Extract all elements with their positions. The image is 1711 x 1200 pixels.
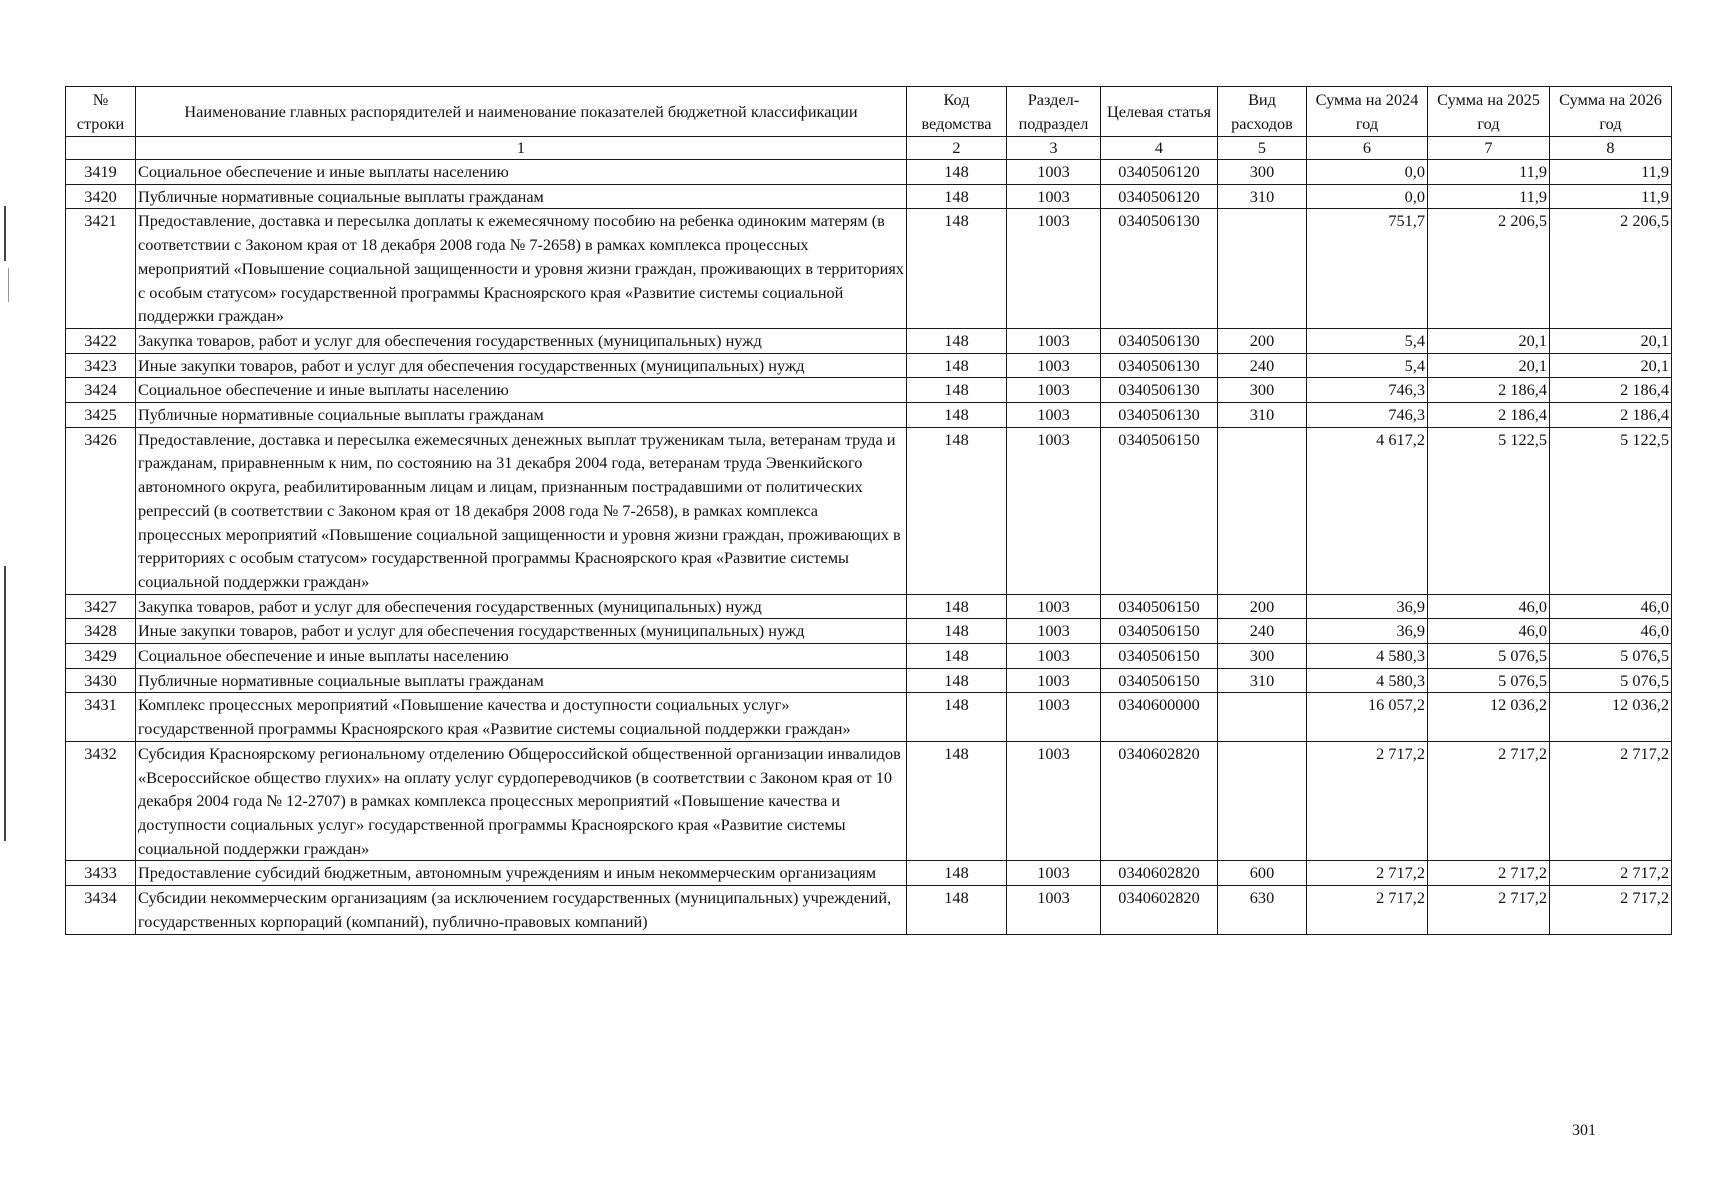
table-row bbox=[66, 184, 1672, 209]
expense-kind-cell: 200 bbox=[1218, 594, 1307, 619]
department-code-cell: 148 bbox=[907, 378, 1007, 403]
indicator-name-cell: Иные закупки товаров, работ и услуг для обеспечения государственных (муниципальных) нужд bbox=[136, 619, 907, 644]
indicator-name-cell: Закупка товаров, работ и услуг для обеспечения государственных (муниципальных) нужд bbox=[136, 594, 907, 619]
sum-2025-cell: 2 186,4 bbox=[1428, 403, 1550, 428]
indicator-name-cell: Субсидии некоммерческим организациям (за исключением государственных (муниципальных) учреждений, государственных корпораций (компаний), публично-правовых компаний) bbox=[136, 886, 907, 934]
row-number-cell: 3424 bbox=[66, 378, 136, 403]
sum-2026-cell: 2 186,4 bbox=[1550, 403, 1672, 428]
sum-2024-cell: 4 580,3 bbox=[1307, 668, 1428, 693]
sum-2026-cell: 11,9 bbox=[1550, 184, 1672, 209]
target-article-cell: 0340506130 bbox=[1101, 378, 1218, 403]
indicator-name-cell: Иные закупки товаров, работ и услуг для обеспечения государственных (муниципальных) нужд bbox=[136, 353, 907, 378]
sum-2024-cell: 751,7 bbox=[1307, 209, 1428, 329]
expense-kind-cell bbox=[1218, 693, 1307, 741]
row-number-cell: 3423 bbox=[66, 353, 136, 378]
indicator-name-cell: Публичные нормативные социальные выплаты гражданам bbox=[136, 184, 907, 209]
sum-2024-cell: 4 617,2 bbox=[1307, 427, 1428, 594]
sum-2025-cell: 5 076,5 bbox=[1428, 668, 1550, 693]
department-code-cell: 148 bbox=[907, 693, 1007, 741]
column-number: 7 bbox=[1428, 137, 1550, 160]
expense-kind-cell: 310 bbox=[1218, 668, 1307, 693]
expense-kind-cell bbox=[1218, 427, 1307, 594]
sum-2025-cell: 2 717,2 bbox=[1428, 741, 1550, 861]
sum-2025-cell: 46,0 bbox=[1428, 619, 1550, 644]
expense-kind-cell: 200 bbox=[1218, 328, 1307, 353]
target-article-cell: 0340506130 bbox=[1101, 209, 1218, 329]
target-article-cell: 0340506150 bbox=[1101, 427, 1218, 594]
column-number: 8 bbox=[1550, 137, 1672, 160]
expense-kind-cell: 240 bbox=[1218, 353, 1307, 378]
column-number-row bbox=[66, 137, 1672, 160]
table-row bbox=[66, 861, 1672, 886]
header-section: Раздел-подраздел bbox=[1007, 87, 1101, 137]
sum-2026-cell: 11,9 bbox=[1550, 160, 1672, 185]
header-department-code: Код ведомства bbox=[907, 87, 1007, 137]
sum-2026-cell: 2 717,2 bbox=[1550, 861, 1672, 886]
sum-2026-cell: 2 717,2 bbox=[1550, 886, 1672, 934]
target-article-cell: 0340506150 bbox=[1101, 668, 1218, 693]
header-row bbox=[66, 87, 1672, 137]
sum-2025-cell: 46,0 bbox=[1428, 594, 1550, 619]
row-number-cell: 3426 bbox=[66, 427, 136, 594]
sum-2025-cell: 20,1 bbox=[1428, 328, 1550, 353]
department-code-cell: 148 bbox=[907, 594, 1007, 619]
expense-kind-cell: 300 bbox=[1218, 160, 1307, 185]
expense-kind-cell: 300 bbox=[1218, 644, 1307, 669]
sum-2024-cell: 5,4 bbox=[1307, 353, 1428, 378]
table-row bbox=[66, 594, 1672, 619]
department-code-cell: 148 bbox=[907, 160, 1007, 185]
sum-2024-cell: 36,9 bbox=[1307, 619, 1428, 644]
department-code-cell: 148 bbox=[907, 886, 1007, 934]
budget-table bbox=[65, 86, 1672, 935]
sum-2026-cell: 2 186,4 bbox=[1550, 378, 1672, 403]
indicator-name-cell: Социальное обеспечение и иные выплаты населению bbox=[136, 644, 907, 669]
department-code-cell: 148 bbox=[907, 184, 1007, 209]
table-row bbox=[66, 668, 1672, 693]
page-number: 301 bbox=[1572, 1122, 1596, 1139]
sum-2024-cell: 746,3 bbox=[1307, 378, 1428, 403]
table-row bbox=[66, 209, 1672, 329]
department-code-cell: 148 bbox=[907, 619, 1007, 644]
expense-kind-cell: 310 bbox=[1218, 403, 1307, 428]
section-code-cell: 1003 bbox=[1007, 886, 1101, 934]
target-article-cell: 0340506130 bbox=[1101, 328, 1218, 353]
indicator-name-cell: Предоставление, доставка и пересылка доплаты к ежемесячному пособию на ребенка одиноким матерям (в соответствии с Законом края от 18 декабря 2008 года № 7-2658) в рамках комплекса процессных мероприятий «Повышение социальной защищенности и уровня жизни граждан, проживающих в территориях с особым статусом» государственной программы Красноярского края «Развитие системы социальной поддержки граждан» bbox=[136, 209, 907, 329]
sum-2024-cell: 2 717,2 bbox=[1307, 861, 1428, 886]
row-number-cell: 3421 bbox=[66, 209, 136, 329]
section-code-cell: 1003 bbox=[1007, 378, 1101, 403]
sum-2026-cell: 46,0 bbox=[1550, 619, 1672, 644]
column-number: 2 bbox=[907, 137, 1007, 160]
sum-2024-cell: 0,0 bbox=[1307, 160, 1428, 185]
row-number-cell: 3425 bbox=[66, 403, 136, 428]
sum-2024-cell: 5,4 bbox=[1307, 328, 1428, 353]
section-code-cell: 1003 bbox=[1007, 427, 1101, 594]
department-code-cell: 148 bbox=[907, 861, 1007, 886]
row-number-cell: 3422 bbox=[66, 328, 136, 353]
scan-artifact-line bbox=[4, 566, 6, 841]
section-code-cell: 1003 bbox=[1007, 160, 1101, 185]
section-code-cell: 1003 bbox=[1007, 693, 1101, 741]
section-code-cell: 1003 bbox=[1007, 644, 1101, 669]
header-target-article: Целевая статья bbox=[1101, 87, 1218, 137]
sum-2025-cell: 2 717,2 bbox=[1428, 861, 1550, 886]
row-number-cell: 3432 bbox=[66, 741, 136, 861]
department-code-cell: 148 bbox=[907, 403, 1007, 428]
row-number-cell: 3434 bbox=[66, 886, 136, 934]
section-code-cell: 1003 bbox=[1007, 668, 1101, 693]
expense-kind-cell: 300 bbox=[1218, 378, 1307, 403]
table-row bbox=[66, 886, 1672, 934]
section-code-cell: 1003 bbox=[1007, 328, 1101, 353]
column-number: 6 bbox=[1307, 137, 1428, 160]
department-code-cell: 148 bbox=[907, 427, 1007, 594]
department-code-cell: 148 bbox=[907, 328, 1007, 353]
scan-artifact-line bbox=[4, 206, 6, 261]
sum-2025-cell: 11,9 bbox=[1428, 184, 1550, 209]
department-code-cell: 148 bbox=[907, 668, 1007, 693]
sum-2026-cell: 5 076,5 bbox=[1550, 668, 1672, 693]
department-code-cell: 148 bbox=[907, 209, 1007, 329]
sum-2024-cell: 0,0 bbox=[1307, 184, 1428, 209]
scan-artifact-line bbox=[8, 268, 9, 302]
table-row bbox=[66, 160, 1672, 185]
sum-2025-cell: 2 206,5 bbox=[1428, 209, 1550, 329]
sum-2024-cell: 2 717,2 bbox=[1307, 886, 1428, 934]
target-article-cell: 0340602820 bbox=[1101, 741, 1218, 861]
sum-2026-cell: 20,1 bbox=[1550, 328, 1672, 353]
table-row bbox=[66, 378, 1672, 403]
target-article-cell: 0340506120 bbox=[1101, 160, 1218, 185]
indicator-name-cell: Субсидия Красноярскому региональному отделению Общероссийской общественной организации инвалидов «Всероссийское общество глухих» на оплату услуг сурдопереводчиков (в соответствии с Законом края от 10 декабря 2004 года № 12-2707) в рамках комплекса процессных мероприятий «Повышение качества и доступности социальных услуг» государственной программы Красноярского края «Развитие системы социальной поддержки граждан» bbox=[136, 741, 907, 861]
indicator-name-cell: Предоставление субсидий бюджетным, автономным учреждениям и иным некоммерческим организациям bbox=[136, 861, 907, 886]
section-code-cell: 1003 bbox=[1007, 209, 1101, 329]
indicator-name-cell: Предоставление, доставка и пересылка ежемесячных денежных выплат труженикам тыла, ветеранам труда и гражданам, приравненным к ним, по состоянию на 31 декабря 2004 года, ветеранам труда Эвенкийского автономного округа, реабилитированным лицам и лицам, признанным пострадавшими от политических репрессий (в соответствии с Законом края от 18 декабря 2008 года № 7-2658), в рамках комплекса процессных мероприятий «Повышение социальной защищенности и уровня жизни граждан, проживающих в территориях с особым статусом» государственной программы Красноярского края «Развитие системы социальной поддержки граждан» bbox=[136, 427, 907, 594]
sum-2026-cell: 5 122,5 bbox=[1550, 427, 1672, 594]
row-number-cell: 3419 bbox=[66, 160, 136, 185]
row-number-cell: 3429 bbox=[66, 644, 136, 669]
indicator-name-cell: Социальное обеспечение и иные выплаты населению bbox=[136, 160, 907, 185]
target-article-cell: 0340506150 bbox=[1101, 619, 1218, 644]
table-row bbox=[66, 693, 1672, 741]
table-body bbox=[66, 160, 1672, 935]
sum-2025-cell: 12 036,2 bbox=[1428, 693, 1550, 741]
target-article-cell: 0340602820 bbox=[1101, 886, 1218, 934]
table-row bbox=[66, 353, 1672, 378]
expense-kind-cell: 630 bbox=[1218, 886, 1307, 934]
section-code-cell: 1003 bbox=[1007, 619, 1101, 644]
column-number: 3 bbox=[1007, 137, 1101, 160]
sum-2026-cell: 46,0 bbox=[1550, 594, 1672, 619]
section-code-cell: 1003 bbox=[1007, 403, 1101, 428]
section-code-cell: 1003 bbox=[1007, 353, 1101, 378]
row-number-cell: 3427 bbox=[66, 594, 136, 619]
header-sum-2026: Сумма на 2026 год bbox=[1550, 87, 1672, 137]
sum-2026-cell: 12 036,2 bbox=[1550, 693, 1672, 741]
section-code-cell: 1003 bbox=[1007, 861, 1101, 886]
section-code-cell: 1003 bbox=[1007, 741, 1101, 861]
indicator-name-cell: Публичные нормативные социальные выплаты гражданам bbox=[136, 403, 907, 428]
section-code-cell: 1003 bbox=[1007, 594, 1101, 619]
sum-2025-cell: 2 717,2 bbox=[1428, 886, 1550, 934]
section-code-cell: 1003 bbox=[1007, 184, 1101, 209]
column-number-empty bbox=[66, 137, 136, 160]
table-row bbox=[66, 644, 1672, 669]
row-number-cell: 3433 bbox=[66, 861, 136, 886]
table-header bbox=[66, 87, 1672, 160]
sum-2026-cell: 2 717,2 bbox=[1550, 741, 1672, 861]
expense-kind-cell: 310 bbox=[1218, 184, 1307, 209]
header-expense-kind: Вид расходов bbox=[1218, 87, 1307, 137]
sum-2026-cell: 20,1 bbox=[1550, 353, 1672, 378]
header-row-number: № строки bbox=[66, 87, 136, 137]
indicator-name-cell: Публичные нормативные социальные выплаты гражданам bbox=[136, 668, 907, 693]
department-code-cell: 148 bbox=[907, 353, 1007, 378]
department-code-cell: 148 bbox=[907, 741, 1007, 861]
expense-kind-cell bbox=[1218, 741, 1307, 861]
header-name: Наименование главных распорядителей и наименование показателей бюджетной классификации bbox=[136, 87, 907, 137]
target-article-cell: 0340506130 bbox=[1101, 353, 1218, 378]
target-article-cell: 0340506120 bbox=[1101, 184, 1218, 209]
sum-2024-cell: 2 717,2 bbox=[1307, 741, 1428, 861]
header-sum-2024: Сумма на 2024 год bbox=[1307, 87, 1428, 137]
sum-2024-cell: 746,3 bbox=[1307, 403, 1428, 428]
column-number: 4 bbox=[1101, 137, 1218, 160]
header-sum-2025: Сумма на 2025 год bbox=[1428, 87, 1550, 137]
sum-2025-cell: 2 186,4 bbox=[1428, 378, 1550, 403]
table-row bbox=[66, 619, 1672, 644]
row-number-cell: 3431 bbox=[66, 693, 136, 741]
row-number-cell: 3428 bbox=[66, 619, 136, 644]
expense-kind-cell bbox=[1218, 209, 1307, 329]
table-row bbox=[66, 741, 1672, 861]
sum-2024-cell: 4 580,3 bbox=[1307, 644, 1428, 669]
table-row bbox=[66, 328, 1672, 353]
row-number-cell: 3430 bbox=[66, 668, 136, 693]
column-number: 5 bbox=[1218, 137, 1307, 160]
target-article-cell: 0340506130 bbox=[1101, 403, 1218, 428]
sum-2024-cell: 16 057,2 bbox=[1307, 693, 1428, 741]
table-row bbox=[66, 403, 1672, 428]
sum-2025-cell: 5 122,5 bbox=[1428, 427, 1550, 594]
indicator-name-cell: Закупка товаров, работ и услуг для обеспечения государственных (муниципальных) нужд bbox=[136, 328, 907, 353]
sum-2026-cell: 5 076,5 bbox=[1550, 644, 1672, 669]
sum-2025-cell: 20,1 bbox=[1428, 353, 1550, 378]
sum-2025-cell: 5 076,5 bbox=[1428, 644, 1550, 669]
table-row bbox=[66, 427, 1672, 594]
sum-2026-cell: 2 206,5 bbox=[1550, 209, 1672, 329]
row-number-cell: 3420 bbox=[66, 184, 136, 209]
indicator-name-cell: Комплекс процессных мероприятий «Повышение качества и доступности социальных услуг» государственной программы Красноярского края «Развитие системы социальной поддержки граждан» bbox=[136, 693, 907, 741]
sum-2024-cell: 36,9 bbox=[1307, 594, 1428, 619]
target-article-cell: 0340602820 bbox=[1101, 861, 1218, 886]
expense-kind-cell: 240 bbox=[1218, 619, 1307, 644]
column-number: 1 bbox=[136, 137, 907, 160]
indicator-name-cell: Социальное обеспечение и иные выплаты населению bbox=[136, 378, 907, 403]
target-article-cell: 0340506150 bbox=[1101, 594, 1218, 619]
sum-2025-cell: 11,9 bbox=[1428, 160, 1550, 185]
expense-kind-cell: 600 bbox=[1218, 861, 1307, 886]
target-article-cell: 0340600000 bbox=[1101, 693, 1218, 741]
target-article-cell: 0340506150 bbox=[1101, 644, 1218, 669]
department-code-cell: 148 bbox=[907, 644, 1007, 669]
